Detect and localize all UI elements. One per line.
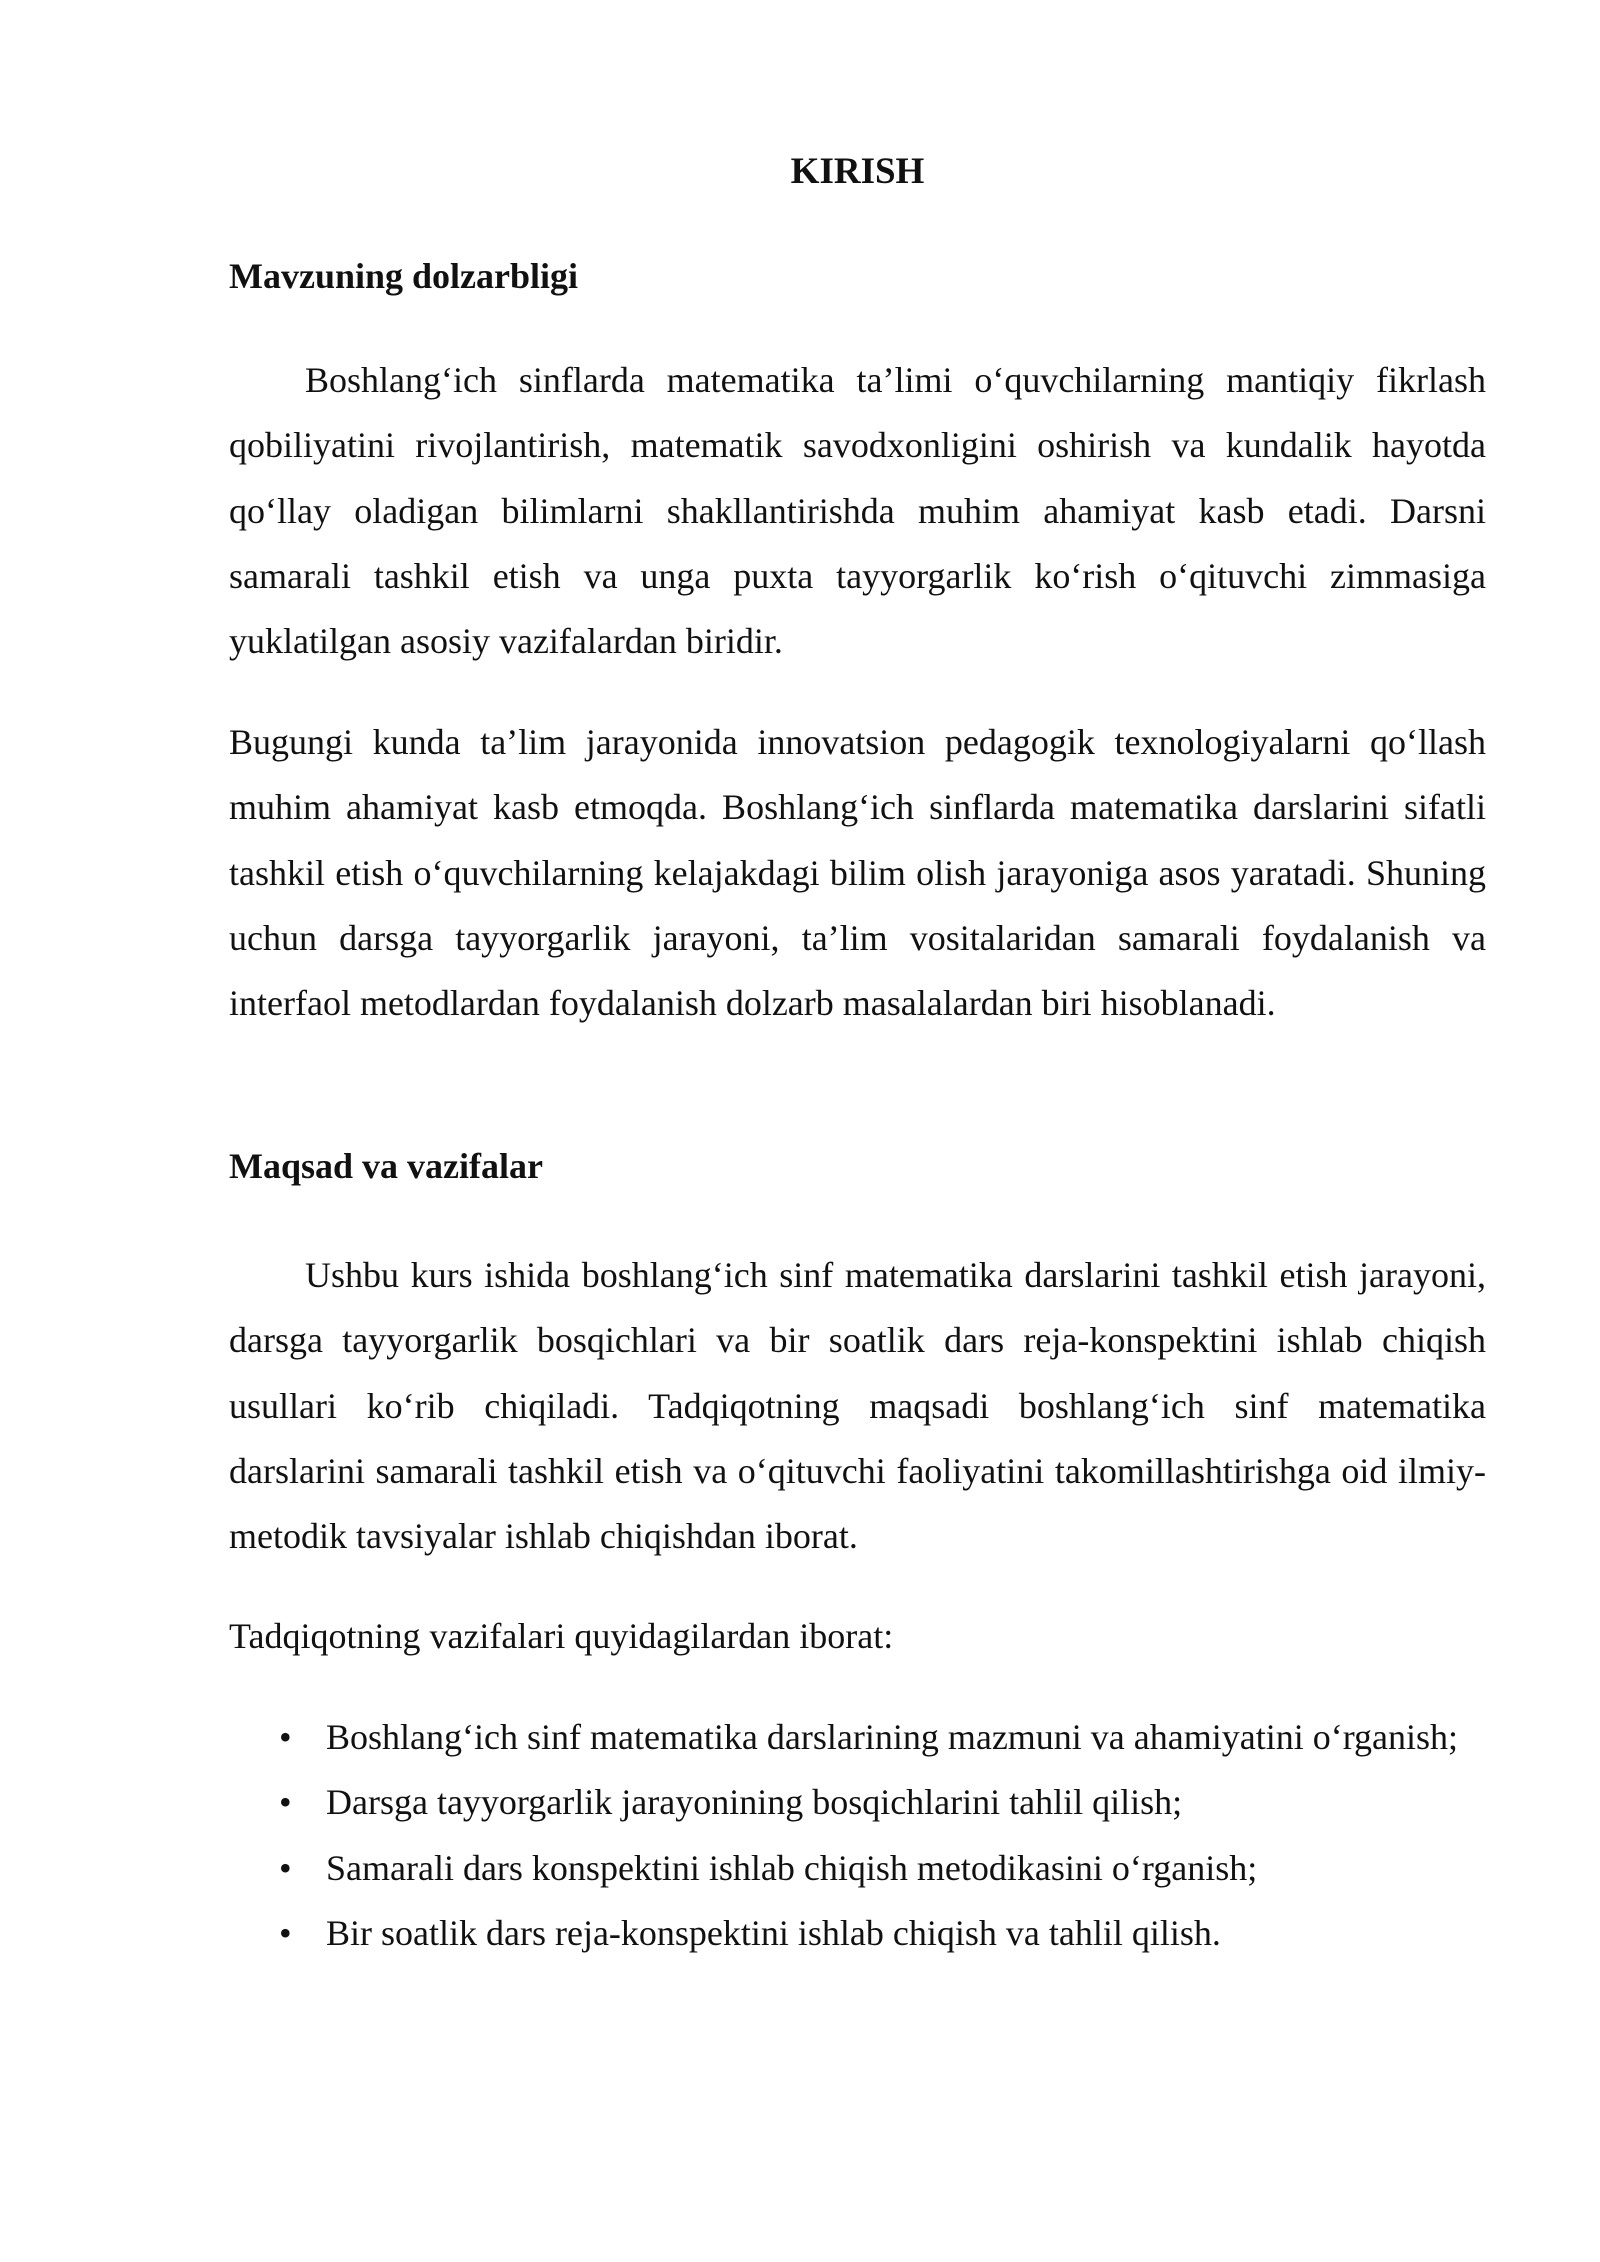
bullet-icon: • [279, 1847, 292, 1888]
list-item [229, 1836, 1486, 1901]
paragraph-goals-1: Ushbu kurs ishida boshlang‘ich sinf matematika darslarini tashkil etish jarayoni, darsga tayyorgarlik bosqichlari va bir soatlik dars reja-konspektini ishlab chiqish usullari ko‘rib chiqiladi. Tadqiqotning maqsadi boshlang‘ich sinf matematika darslarini samarali tashkil etish va o‘qituvchi faoliyatini takomillashtirishga oid ilmiy-metodik tavsiyalar ishlab chiqishdan iborat. [229, 1255, 1486, 1557]
list-item-text: Darsga tayyorgarlik jarayonining bosqichlarini tahlil qilish; [326, 1782, 1183, 1823]
paragraph-relevance-2: Bugungi kunda ta’lim jarayonida innovatsion pedagogik texnologiyalarni qo‘llash muhim ahamiyat kasb etmoqda. Boshlang‘ich sinflarda matematika darslarini sifatli tashkil etish o‘quvchilarning kelajakdagi bilim olish jarayoniga asos yaratadi. Shuning uchun darsga tayyorgarlik jarayoni, ta’lim vositalaridan samarali foydalanish va interfaol metodlardan foydalanish dolzarb masalalardan biri hisoblanadi. [229, 722, 1486, 1024]
paragraph-tasks-intro: Tadqiqotning vazifalari quyidagilardan iborat: [229, 1616, 894, 1656]
list-item-text: Bir soatlik dars reja-konspektini ishlab chiqish va tahlil qilish. [326, 1912, 1221, 1953]
list-item [229, 1901, 1486, 1966]
bullet-icon: • [279, 1912, 292, 1953]
paragraph-relevance-1: Boshlang‘ich sinflarda matematika ta’limi o‘quvchilarning mantiqiy fikrlash qobiliyatini rivojlantirish, matematik savodxonligini oshirish va kundalik hayotda qo‘llay oladigan bilimlarni shakllantirishda muhim ahamiyat kasb etadi. Darsni samarali tashkil etish va unga puxta tayyorgarlik ko‘rish o‘qituvchi zimmasiga yuklatilgan asosiy vazifalardan biridir. [229, 360, 1486, 662]
list-item-text: Boshlang‘ich sinf matematika darslarining mazmuni va ahamiyatini o‘rganish; [326, 1717, 1459, 1757]
list-item-text: Samarali dars konspektini ishlab chiqish metodikasini o‘rganish; [326, 1847, 1258, 1888]
list-item [229, 1770, 1486, 1835]
section-heading-goals: Maqsad va vazifalar [229, 1146, 543, 1186]
section-heading-relevance: Mavzuning dolzarbligi [229, 256, 579, 296]
bullet-icon: • [279, 1782, 292, 1823]
list-item [229, 1705, 1486, 1770]
tasks-list [229, 1705, 1486, 1966]
bullet-icon: • [279, 1717, 292, 1757]
page-title: KIRISH [790, 151, 925, 192]
